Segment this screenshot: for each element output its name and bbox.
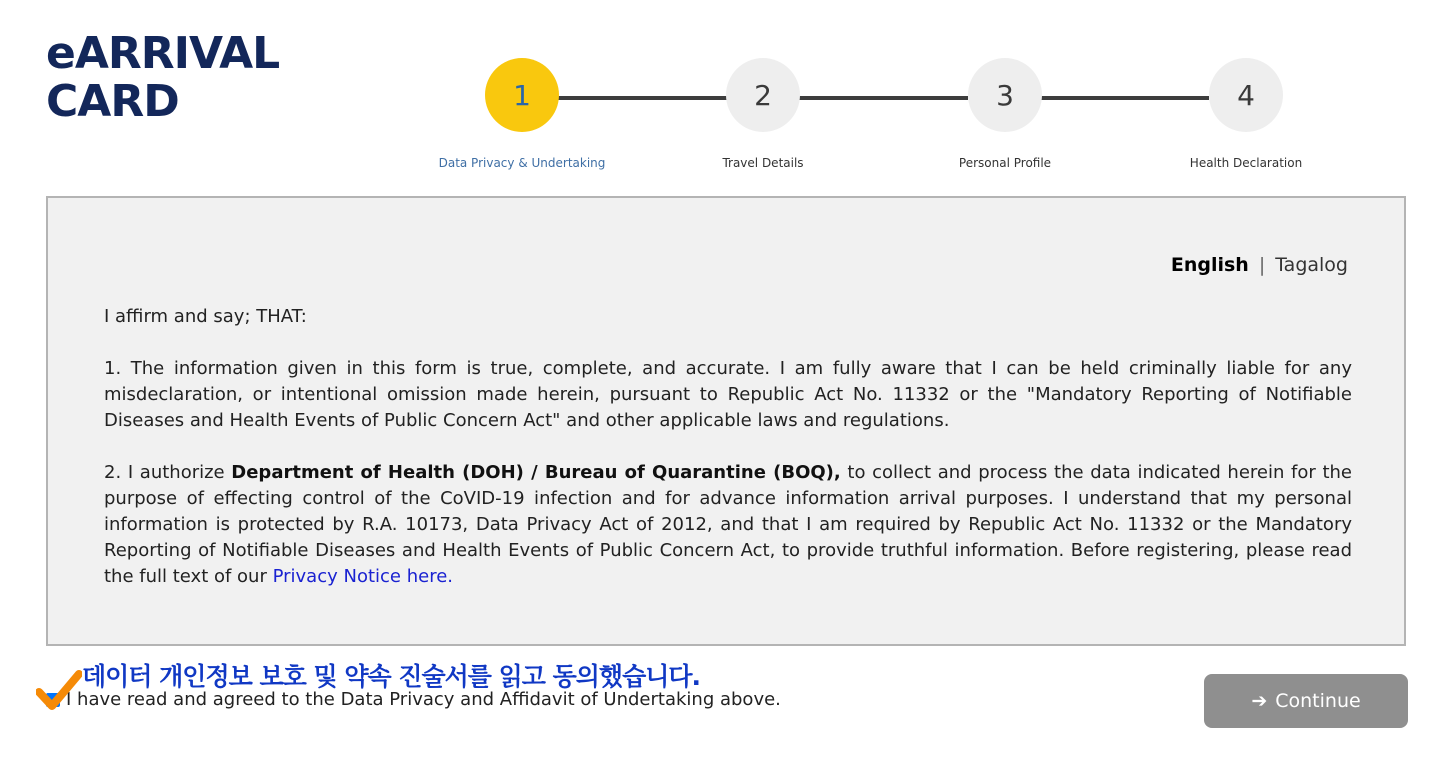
item-2-authority: Department of Health (DOH) / Bureau of Quarantine (BOQ), [231, 462, 841, 483]
item-2-prefix: 2. I authorize [104, 462, 232, 483]
agreement-row[interactable] [46, 689, 781, 710]
step-3-circle: 3 [968, 58, 1042, 132]
korean-annotation: 데이터 개인정보 보호 및 약속 진술서를 읽고 동의했습니다. [82, 662, 701, 691]
step-2-label: Travel Details [722, 156, 804, 170]
undertaking-item-2 [104, 460, 1352, 590]
step-health-declaration [1146, 58, 1346, 170]
progress-stepper [420, 58, 1320, 188]
step-3-label: Personal Profile [958, 156, 1052, 170]
continue-button[interactable] [1204, 674, 1408, 728]
undertaking-panel [46, 196, 1406, 646]
step-personal-profile [905, 58, 1105, 170]
orange-checkmark-icon [36, 670, 82, 710]
step-travel-details [663, 58, 863, 170]
language-separator: | [1258, 254, 1266, 276]
continue-label: Continue [1275, 690, 1361, 712]
step-1-label: Data Privacy & Undertaking [438, 156, 606, 170]
language-english[interactable]: English [1170, 254, 1249, 276]
privacy-notice-link[interactable]: Privacy Notice here. [272, 566, 453, 587]
undertaking-intro: I affirm and say; THAT: [104, 306, 307, 327]
step-1-circle: 1 [485, 58, 559, 132]
step-4-circle: 4 [1209, 58, 1283, 132]
arrow-right-icon: ➔ [1251, 690, 1268, 712]
logo-line-2: CARD [46, 76, 179, 127]
undertaking-item-1: 1. The information given in this form is true, complete, and accurate. I am fully aware that I can be held criminally liable for any misdeclaration, or intentional omission made herein, pursuant to Republic Act No. 11332 or the "Mandatory Reporting of Notifiable Diseases and Health Events of Public Concern Act" and other applicable laws and regulations. [104, 358, 1352, 431]
language-switcher [1171, 254, 1348, 276]
step-2-circle: 2 [726, 58, 800, 132]
logo-line-1: eARRIVAL [46, 28, 280, 79]
agreement-label: I have read and agreed to the Data Privacy and Affidavit of Undertaking above. [66, 689, 781, 710]
undertaking-text [104, 304, 1352, 616]
step-data-privacy [422, 58, 622, 170]
language-tagalog[interactable]: Tagalog [1275, 254, 1348, 276]
step-4-label: Health Declaration [1189, 156, 1303, 170]
earrival-logo [46, 30, 279, 126]
item-2-body: to collect and process the data indicated herein for the purpose of effecting control of the CoVID-19 infection and for advance information arrival purposes. I understand that my personal information is protected by R.A. 10173, Data Privacy Act of 2012, and that I am required by Republic Act No. 11332 or the Mandatory Reporting of Notifiable Diseases and Health Events of Public Concern Act, to provide truthful information. Before registering, please read the full text of our [104, 462, 1352, 587]
